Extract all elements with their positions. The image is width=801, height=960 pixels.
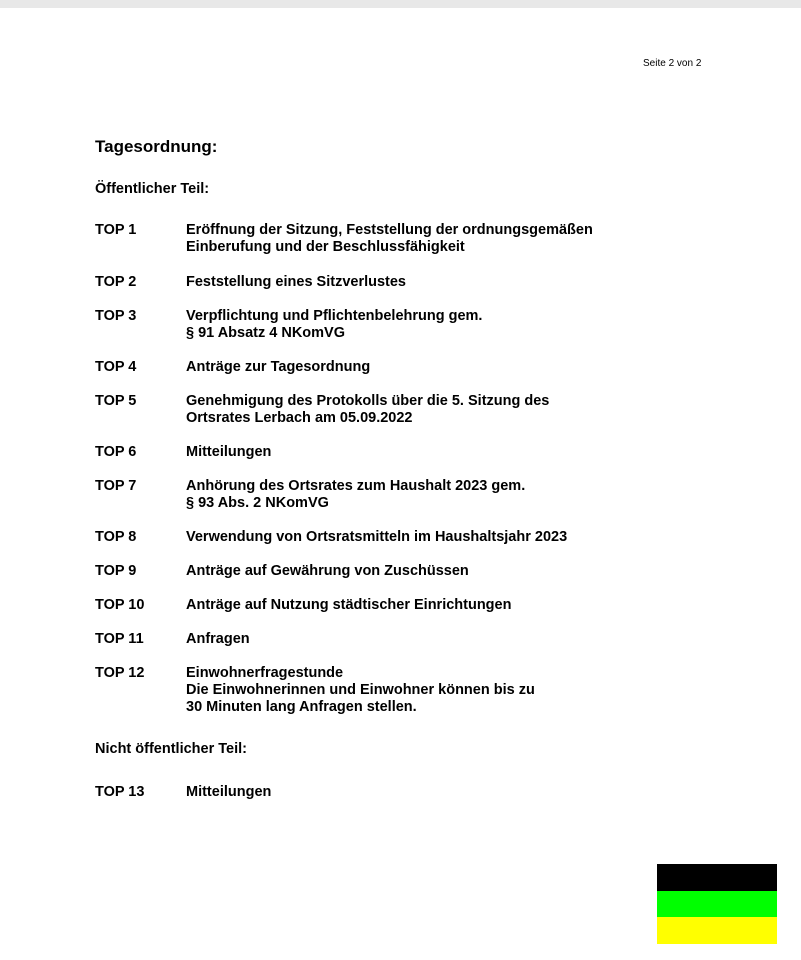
public-section-label: Öffentlicher Teil: bbox=[95, 181, 210, 197]
agenda-item-line: Einberufung und der Beschlussfähigkeit bbox=[186, 239, 465, 255]
agenda-item-text bbox=[186, 665, 686, 716]
agenda-item-number: TOP 10 bbox=[95, 597, 145, 613]
agenda-item-text bbox=[186, 529, 686, 546]
agenda-item-number: TOP 8 bbox=[95, 529, 137, 545]
agenda-item-text bbox=[186, 631, 686, 648]
agenda-item-line: Mitteilungen bbox=[186, 444, 272, 460]
agenda-item-line: Anträge auf Gewährung von Zuschüssen bbox=[186, 563, 469, 579]
page-number: Seite 2 von 2 bbox=[643, 58, 702, 69]
agenda-item-number: TOP 1 bbox=[95, 222, 137, 238]
agenda-item-line: Anträge zur Tagesordnung bbox=[186, 359, 371, 375]
agenda-item-text bbox=[186, 784, 686, 801]
agenda-item-line: § 93 Abs. 2 NKomVG bbox=[186, 495, 329, 511]
agenda-item-line: Einwohnerfragestunde bbox=[186, 665, 344, 681]
agenda-item-number: TOP 6 bbox=[95, 444, 137, 460]
agenda-item-text bbox=[186, 359, 686, 376]
agenda-item-line: Eröffnung der Sitzung, Feststellung der ordnungsgemäßen bbox=[186, 222, 593, 238]
agenda-item-number: TOP 4 bbox=[95, 359, 137, 375]
agenda-item-line: Anfragen bbox=[186, 631, 250, 647]
agenda-item-line: Anträge auf Nutzung städtischer Einrichtungen bbox=[186, 597, 512, 613]
agenda-item-line: Anhörung des Ortsrates zum Haushalt 2023 gem. bbox=[186, 478, 526, 494]
agenda-item-number: TOP 3 bbox=[95, 308, 137, 324]
top-border bbox=[0, 0, 801, 8]
agenda-item-line: § 91 Absatz 4 NKomVG bbox=[186, 325, 346, 341]
black-green-yellow-flag bbox=[657, 864, 777, 944]
agenda-item-number: TOP 11 bbox=[95, 631, 144, 647]
flag-stripe-yellow bbox=[657, 917, 777, 944]
agenda-item-number: TOP 5 bbox=[95, 393, 137, 409]
agenda-item-text bbox=[186, 478, 686, 512]
flag-stripe-green bbox=[657, 891, 777, 918]
nonpublic-section-label: Nicht öffentlicher Teil: bbox=[95, 741, 247, 757]
agenda-item-line: Genehmigung des Protokolls über die 5. Sitzung des bbox=[186, 393, 550, 409]
agenda-item-number: TOP 7 bbox=[95, 478, 137, 494]
agenda-item-text bbox=[186, 597, 686, 614]
agenda-item-line: Feststellung eines Sitzverlustes bbox=[186, 274, 406, 290]
agenda-item-text bbox=[186, 393, 686, 427]
agenda-item-number: TOP 2 bbox=[95, 274, 137, 290]
agenda-item-number: TOP 13 bbox=[95, 784, 145, 800]
agenda-item-text bbox=[186, 444, 686, 461]
agenda-item-number: TOP 12 bbox=[95, 665, 145, 681]
agenda-item-number: TOP 9 bbox=[95, 563, 137, 579]
agenda-item-text bbox=[186, 563, 686, 580]
agenda-item-text bbox=[186, 222, 686, 256]
agenda-item-line: Mitteilungen bbox=[186, 784, 272, 800]
agenda-item-line: 30 Minuten lang Anfragen stellen. bbox=[186, 699, 417, 715]
agenda-item-text bbox=[186, 274, 686, 291]
agenda-title: Tagesordnung: bbox=[95, 137, 218, 156]
agenda-item-line: Verpflichtung und Pflichtenbelehrung gem. bbox=[186, 308, 483, 324]
agenda-item-line: Die Einwohnerinnen und Einwohner können bis zu bbox=[186, 682, 535, 698]
agenda-item-line: Ortsrates Lerbach am 05.09.2022 bbox=[186, 410, 413, 426]
agenda-item-line: Verwendung von Ortsratsmitteln im Haushaltsjahr 2023 bbox=[186, 529, 568, 545]
flag-stripe-black bbox=[657, 864, 777, 891]
agenda-item-text bbox=[186, 308, 686, 342]
